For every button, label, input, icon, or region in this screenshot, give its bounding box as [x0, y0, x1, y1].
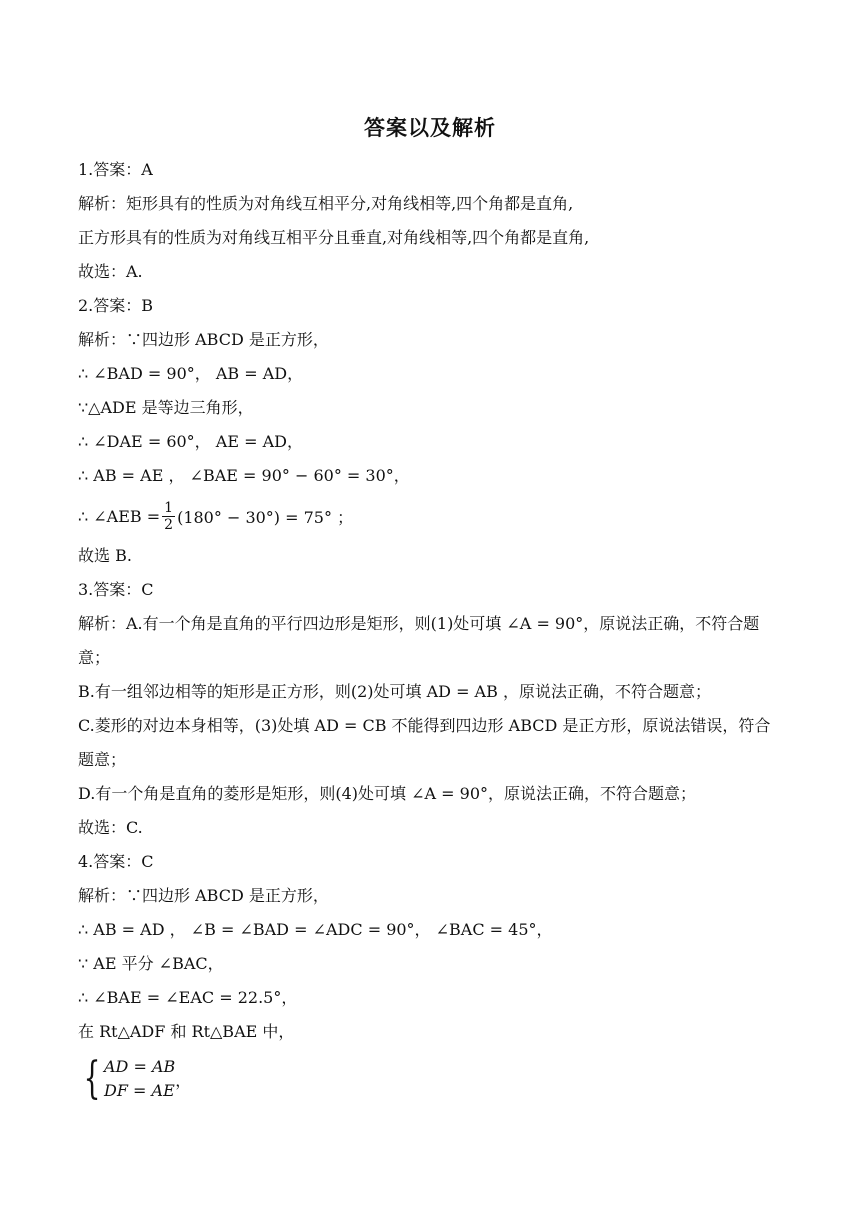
system-suffix: ，	[175, 1070, 192, 1090]
system-rows	[104, 1055, 175, 1103]
page-title: 答案以及解析	[364, 116, 496, 140]
text-line: 故选 B.	[78, 546, 132, 565]
fraction-suffix: (180° − 30°) = 75° ；	[177, 507, 354, 527]
left-brace: {	[83, 1053, 101, 1104]
text-line: ∵ AE 平分 ∠BAC，	[78, 954, 224, 973]
fraction-equation	[78, 493, 784, 539]
text-line: ∴ ∠BAD = 90°， AB = AD，	[78, 364, 304, 383]
text-line: 解析：矩形具有的性质为对角线互相平分,对角线相等,四个角都是直角,	[78, 194, 574, 213]
text-line: D.有一个角是直角的菱形是矩形，则(4)处可填 ∠A = 90°，原说法正确，不符合题意；	[78, 784, 696, 803]
fraction-numerator: 1	[164, 499, 174, 516]
text-line: 4.答案：C	[78, 852, 154, 871]
text-line: 1.答案：A	[78, 160, 153, 179]
text-line: B.有一组邻边相等的矩形是正方形，则(2)处可填 AD = AB ，原说法正确，不符合题意；	[78, 682, 711, 701]
text-line: ∵△ADE 是等边三角形，	[78, 398, 254, 417]
text-line: ∴ ∠BAE = ∠EAC = 22.5°，	[78, 988, 298, 1007]
text-line: C.菱形的对边本身相等，(3)处填 AD = CB 不能得到四边形 ABCD 是正方形，原说法错误，符合题意；	[78, 716, 771, 769]
text-line: 故选：C.	[78, 818, 143, 837]
fraction-prefix: ∴ ∠AEB =	[78, 506, 161, 526]
text-line: 解析：A.有一个角是直角的平行四边形是矩形，则(1)处可填 ∠A = 90°，原说法正确，不符合题意；	[78, 614, 760, 667]
text-line: ∴ AB = AE ， ∠BAE = 90° − 60° = 30°，	[78, 466, 410, 485]
fraction-denominator: 2	[164, 516, 174, 533]
text-line: 故选：A.	[78, 262, 143, 281]
text-line: 3.答案：C	[78, 580, 154, 599]
fraction	[162, 500, 175, 533]
system-row: DF = AE	[104, 1081, 175, 1100]
answer-content	[78, 153, 784, 1103]
text-line: ∴ ∠DAE = 60°， AE = AD，	[78, 432, 303, 451]
system-row: AD = AB	[104, 1057, 176, 1076]
text-line: 在 Rt△ADF 和 Rt△BAE 中，	[78, 1022, 295, 1041]
text-line: 解析：∵四边形 ABCD 是正方形，	[78, 330, 329, 349]
text-line: 正方形具有的性质为对角线互相平分且垂直,对角线相等,四个角都是直角,	[78, 228, 590, 247]
text-line: 2.答案：B	[78, 296, 154, 315]
text-line: 解析：∵四边形 ABCD 是正方形，	[78, 886, 329, 905]
equation-system	[78, 1055, 784, 1103]
text-line: ∴ AB = AD ， ∠B = ∠BAD = ∠ADC = 90°， ∠BAC = 45°，	[78, 920, 553, 939]
